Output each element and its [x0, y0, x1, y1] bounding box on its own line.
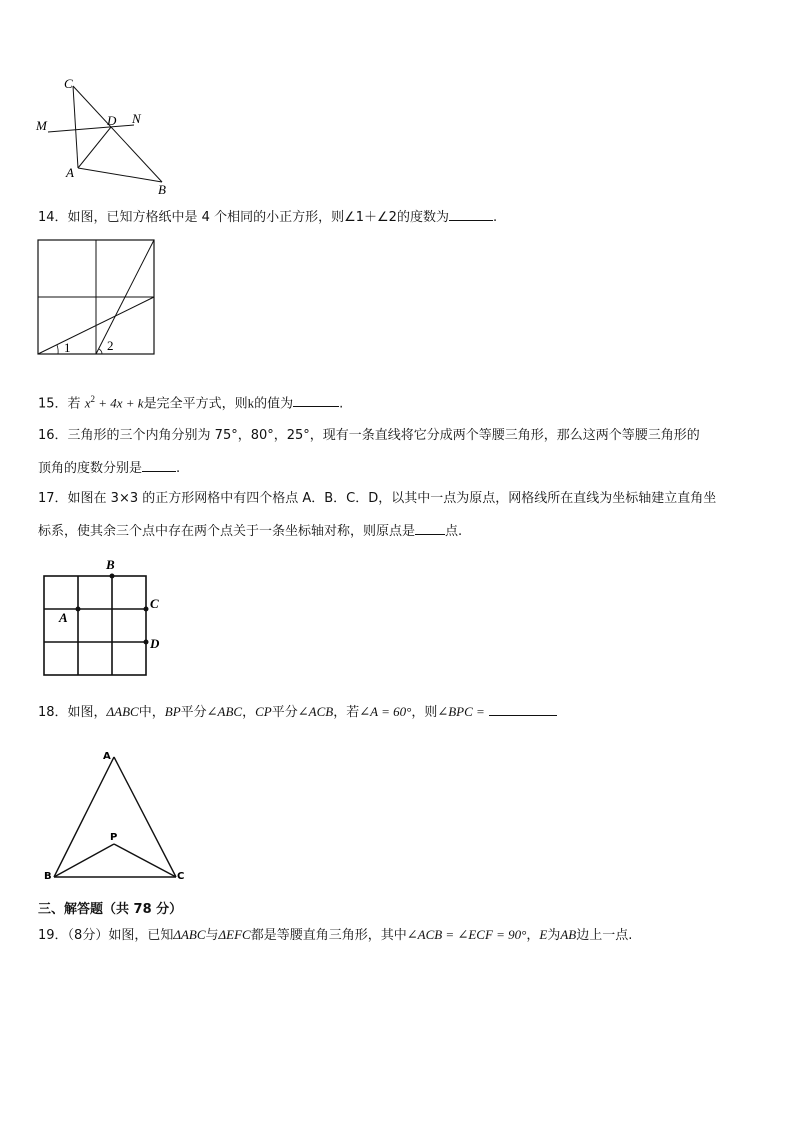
q14-number: 14．: [38, 210, 68, 225]
q14-answer-blank[interactable]: [449, 207, 493, 221]
label-point-p: P: [110, 832, 118, 843]
question-19: [38, 926, 632, 945]
q18-t2: 平分: [180, 705, 207, 720]
question-17-line2: [38, 521, 462, 541]
q19-ab: AB: [560, 927, 577, 942]
q14-text-b: 的度数为: [396, 210, 449, 225]
q17-end: 点.: [445, 524, 463, 539]
figure-q18-triangle: [40, 745, 200, 885]
line-mn: [48, 125, 134, 132]
q19-t4: 为: [547, 928, 561, 943]
q19-t3: ，: [526, 928, 540, 943]
q18-answer-blank[interactable]: [489, 702, 557, 716]
q18-number: 18．如图，: [38, 705, 107, 720]
label-c: C: [64, 76, 73, 91]
q18-t1: 中，: [138, 705, 165, 720]
q17-text: 标系，使其余三个点中存在两个点关于一条坐标轴对称，则原点是: [38, 524, 416, 539]
q19-t5: 边上一点.: [576, 928, 633, 943]
figure-q17-grid: [36, 556, 176, 680]
q14-expr: ∠1＋∠2: [344, 210, 397, 225]
q18-t5: ，若: [333, 705, 360, 720]
side-ab: [54, 757, 114, 877]
label-a: A: [66, 165, 74, 180]
q15-expr: + 4x + k: [94, 395, 144, 411]
q18-t3: ，: [242, 705, 256, 720]
q15-answer-blank[interactable]: [293, 393, 339, 407]
point-b: [110, 574, 115, 579]
q18-cp: CP: [255, 704, 272, 719]
segment-cb: [73, 86, 162, 182]
q18-t4: 平分: [271, 705, 298, 720]
point-d: [144, 640, 149, 645]
point-a: [76, 607, 81, 612]
q19-number: 19．（8分）如图，已知: [38, 928, 174, 943]
figure-q13: [30, 72, 190, 197]
q16-answer-blank[interactable]: [142, 458, 176, 472]
q19-efc: ΔEFC: [218, 927, 251, 942]
label-b: B: [158, 182, 166, 197]
question-16-line2: [38, 458, 180, 478]
label-point-a: A: [59, 610, 68, 625]
q15-k: k: [247, 395, 255, 411]
q15-x: x: [84, 395, 91, 411]
q15-exp: 2: [90, 394, 95, 404]
label-point-d: D: [150, 636, 160, 651]
label-vertex-c: C: [177, 871, 185, 882]
label-vertex-b: B: [44, 871, 52, 882]
label-d: D: [107, 113, 117, 128]
segment-ca: [73, 86, 78, 168]
figure-q14-grid: [36, 238, 160, 360]
q15-end: .: [339, 396, 344, 412]
label-n: N: [132, 111, 141, 126]
label-vertex-a: A: [103, 751, 111, 762]
label-point-b: B: [106, 557, 115, 572]
section-3-title: 三、解答题（共 78 分）: [38, 902, 183, 917]
q18-abc: ∠ABC: [206, 704, 243, 719]
q19-t1: 与: [205, 928, 219, 943]
q19-abc: ΔABC: [173, 927, 206, 942]
q15-number: 15．若: [38, 396, 85, 412]
segment-ab: [78, 168, 162, 182]
q15-text: 是完全平方式，则: [143, 396, 248, 412]
q14-text: 如图，已知方格纸中是 4 个相同的小正方形，则: [67, 210, 345, 225]
label-m: M: [36, 118, 47, 133]
segment-ad: [78, 127, 111, 168]
question-15: [38, 390, 343, 413]
q18-t6: ，则: [411, 705, 438, 720]
q18-acb: ∠ACB: [297, 704, 334, 719]
question-16-line1: 16．三角形的三个内角分别为 75°，80°，25°，现有一条直线将它分成两个等腰三角形，那么这两个等腰三角形的: [38, 428, 700, 443]
angle-1-label: 1: [64, 340, 71, 355]
q16-text: 顶角的度数分别是: [38, 461, 143, 476]
question-17-line1: 17．如图在 3×3 的正方形网格中有四个格点 A．B．C．D，以其中一点为原点，网格线所在直线为坐标轴建立直角坐: [38, 491, 717, 506]
q18-a60: ∠A = 60°: [359, 704, 412, 719]
angle-2-label: 2: [107, 338, 114, 353]
q14-end: .: [492, 210, 498, 225]
q18-tri: ΔABC: [106, 704, 139, 719]
label-point-c: C: [150, 596, 159, 611]
q19-e: E: [539, 927, 548, 942]
question-18: [38, 702, 557, 722]
q16-end: .: [176, 461, 181, 476]
q18-bpc: ∠BPC =: [437, 704, 485, 719]
q19-t2: 都是等腰直角三角形，其中: [250, 928, 407, 943]
q18-bp: BP: [164, 704, 181, 719]
q17-answer-blank[interactable]: [415, 521, 445, 535]
question-14: [38, 207, 497, 227]
point-c: [144, 607, 149, 612]
q15-text-c: 的值为: [254, 396, 294, 412]
q19-angles: ∠ACB = ∠ECF = 90°: [406, 927, 527, 942]
side-ac: [114, 757, 176, 877]
